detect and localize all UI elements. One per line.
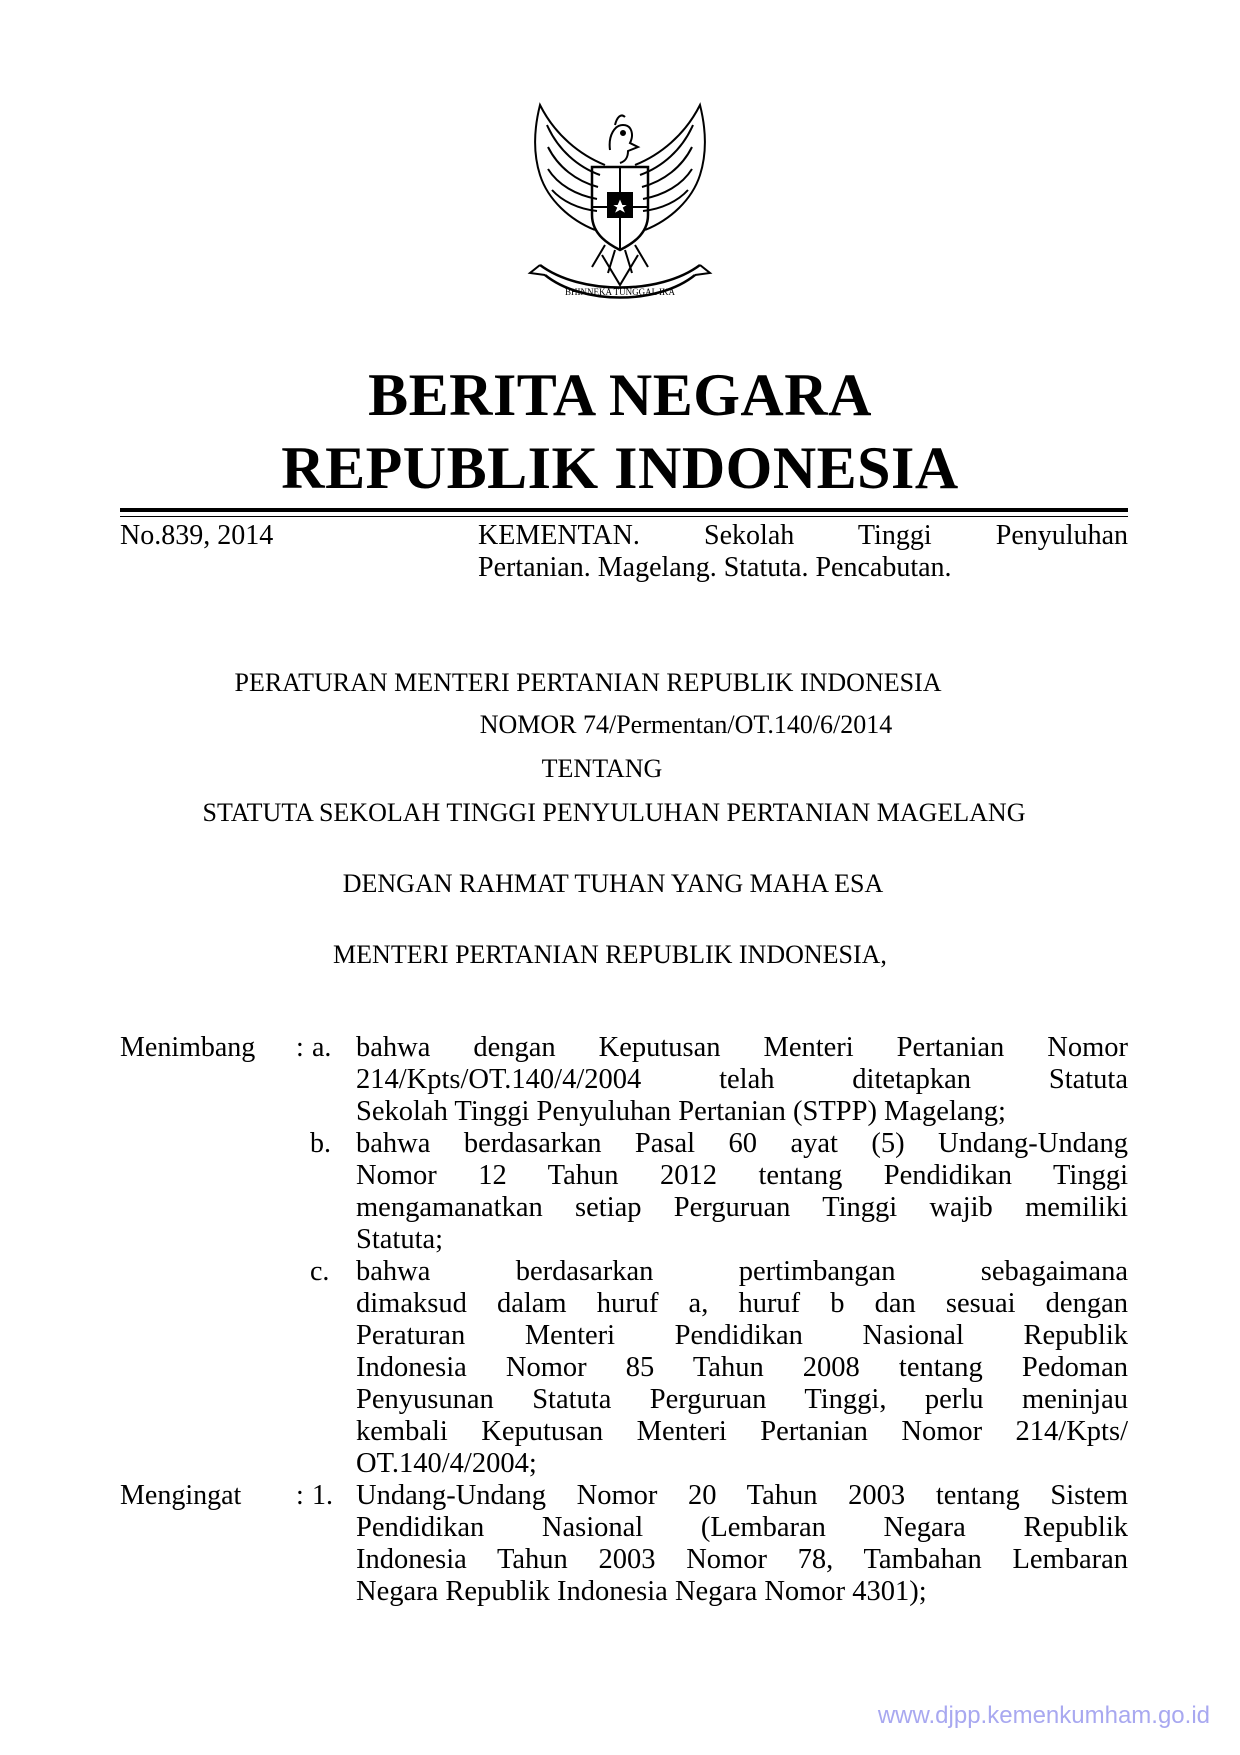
paragraph-line: Sekolah Tinggi Penyuluhan Pertanian (STPP) Magelang;: [356, 1096, 1006, 1127]
item-marker: c.: [310, 1256, 330, 1287]
paragraph-line: 214/Kpts/OT.140/4/2004 telah ditetapkan Statuta: [356, 1064, 1128, 1095]
subject-line: KEMENTAN. Sekolah Tinggi Penyuluhan: [478, 520, 1128, 551]
paragraph-line: OT.140/4/2004;: [356, 1448, 537, 1479]
paragraph-line: Nomor 12 Tahun 2012 tentang Pendidikan Tinggi: [356, 1160, 1128, 1191]
paragraph-line: Indonesia Tahun 2003 Nomor 78, Tambahan Lembaran: [356, 1544, 1128, 1575]
paragraph-line: Undang-Undang Nomor 20 Tahun 2003 tentang Sistem: [356, 1480, 1128, 1511]
paragraph-line: bahwa dengan Keputusan Menteri Pertanian Nomor: [356, 1032, 1128, 1063]
footer-website-link[interactable]: www.djpp.kemenkumham.go.id: [877, 1702, 1210, 1729]
gazette-number: No.839, 2014: [120, 520, 274, 551]
menimbang-item-a: [356, 1032, 1128, 1128]
regulation-title: PERATURAN MENTERI PERTANIAN REPUBLIK INDONESIA: [234, 668, 942, 697]
menimbang-label: Menimbang: [120, 1032, 256, 1063]
regulation-tentang: TENTANG: [541, 754, 663, 783]
regulation-number: NOMOR 74/Permentan/OT.140/6/2014: [479, 710, 893, 739]
paragraph-line: mengamanatkan setiap Perguruan Tinggi wajib memiliki: [356, 1192, 1128, 1223]
paragraph-line: Negara Republik Indonesia Negara Nomor 4301);: [356, 1576, 927, 1607]
regulation-preamble: DENGAN RAHMAT TUHAN YANG MAHA ESA: [342, 869, 884, 898]
menimbang-colon: :: [296, 1032, 304, 1063]
masthead-rule: [120, 508, 1128, 512]
menimbang-item-b: [356, 1128, 1128, 1256]
item-marker: b.: [310, 1128, 331, 1159]
masthead-line-2: REPUBLIK INDONESIA: [281, 435, 959, 501]
item-marker: 1.: [312, 1480, 333, 1511]
paragraph-line: kembali Keputusan Menteri Pertanian Nomor 214/Kpts/: [356, 1416, 1128, 1447]
paragraph-line: Pendidikan Nasional (Lembaran Negara Republik: [356, 1512, 1128, 1543]
subject-line: Pertanian. Magelang. Statuta. Pencabutan.: [478, 552, 952, 583]
paragraph-line: Peraturan Menteri Pendidikan Nasional Republik: [356, 1320, 1128, 1351]
paragraph-line: Penyusunan Statuta Perguruan Tinggi, perlu meninjau: [356, 1384, 1128, 1415]
mengingat-label: Mengingat: [120, 1480, 242, 1511]
masthead-rule-thin: [120, 516, 1128, 517]
masthead-line-1: BERITA NEGARA: [368, 362, 872, 428]
garuda-emblem: [520, 95, 720, 310]
paragraph-line: bahwa berdasarkan pertimbangan sebagaimana: [356, 1256, 1128, 1287]
mengingat-item-1: [356, 1480, 1128, 1608]
mengingat-colon: :: [296, 1480, 304, 1511]
item-marker: a.: [312, 1032, 332, 1063]
paragraph-line: Indonesia Nomor 85 Tahun 2008 tentang Pedoman: [356, 1352, 1128, 1383]
regulation-subject: STATUTA SEKOLAH TINGGI PENYULUHAN PERTANIAN MAGELANG: [202, 798, 1026, 827]
paragraph-line: bahwa berdasarkan Pasal 60 ayat (5) Undang-Undang: [356, 1128, 1128, 1159]
paragraph-line: Statuta;: [356, 1224, 444, 1255]
emblem-motto: BHINNEKA TUNGGAL IKA: [565, 287, 675, 297]
gazette-subject: [478, 520, 1128, 584]
menimbang-item-c: [356, 1256, 1128, 1480]
regulation-minister: MENTERI PERTANIAN REPUBLIK INDONESIA,: [333, 940, 887, 969]
paragraph-line: dimaksud dalam huruf a, huruf b dan sesuai dengan: [356, 1288, 1128, 1319]
